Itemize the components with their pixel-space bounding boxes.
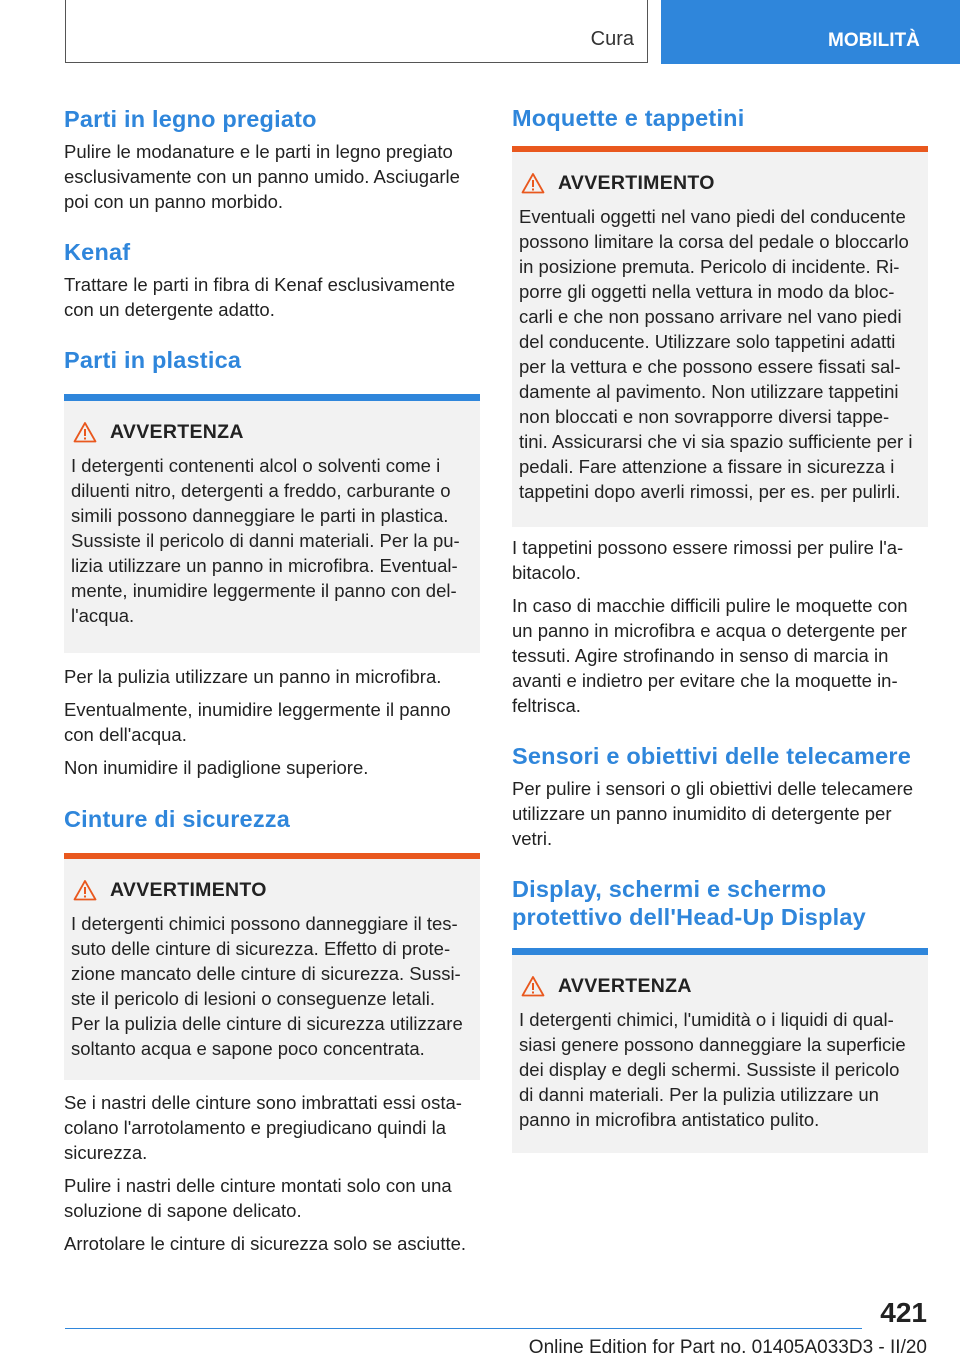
text-line: tessuti. Agire strofinando in senso di marcia in (512, 645, 889, 666)
heading-sensori: Sensori e obiettivi delle telecamere (512, 743, 912, 769)
paragraph-legno (64, 139, 480, 214)
text-line: mente, inumidire leggermente il panno con del- (71, 580, 457, 601)
text-line: tappetini dopo averli rimossi, per es. per pulirli. (519, 481, 901, 502)
text-line: suto delle cinture di sicurezza. Effetto di prote- (71, 938, 451, 959)
text-line: lizia utilizzare un panno in microfibra. Eventual- (71, 555, 458, 576)
text-line: I detergenti chimici possono danneggiare il tes- (71, 913, 458, 934)
text-line: un panno in microfibra e acqua o detergente per (512, 620, 907, 641)
edition-text: Online Edition for Part no. 01405A033D3 - II/20 (528, 1337, 927, 1358)
text-line: Pulire le modanature e le parti in legno pregiato (64, 141, 453, 162)
text-line: non bloccati e non sovrapporre diversi tappe- (519, 406, 890, 427)
text-line: siasi genere possono danneggiare la superficie (519, 1034, 906, 1055)
text-line: diluenti nitro, detergenti a freddo, carburante o (71, 480, 451, 501)
text-line: Display, schermi e schermo (512, 876, 827, 902)
text-line: Per la pulizia delle cinture di sicurezza utilizzare (71, 1013, 463, 1034)
section-rule (64, 394, 480, 401)
text-line: carli e che non possano arrivare nel vano piedi (519, 306, 902, 327)
warning-triangle-icon (521, 975, 545, 997)
warning-text (519, 1007, 924, 1132)
text-line: con dell'acqua. (64, 724, 187, 745)
heading-kenaf: Kenaf (64, 239, 131, 265)
paragraph-cinture-1 (64, 1090, 480, 1165)
text-line: per la vettura e che possono essere fissati sal- (519, 356, 901, 377)
text-line: bitacolo. (512, 562, 581, 583)
text-line: dei display e degli schermi. Sussiste il pericolo (519, 1059, 900, 1080)
paragraph-plastica-2 (64, 697, 480, 747)
left-column (64, 100, 480, 1256)
text-line: I tappetini possono essere rimossi per pulire l'a- (512, 537, 904, 558)
footer-rule (65, 1328, 862, 1329)
warning-text (71, 453, 476, 628)
header-section-tab (661, 0, 960, 64)
heading-cinture: Cinture di sicurezza (64, 806, 290, 832)
warning-box-display (512, 955, 928, 1153)
text-line: Eventualmente, inumidire leggermente il panno (64, 699, 451, 720)
text-line: Pulire i nastri delle cinture montati solo con una (64, 1175, 452, 1196)
text-line: protettivo dell'Head-Up Display (512, 904, 866, 930)
paragraph-cinture-2 (64, 1173, 480, 1223)
warning-box-plastica (64, 401, 480, 653)
text-line: I detergenti chimici, l'umidità o i liquidi di qual- (519, 1009, 894, 1030)
heading-parti-legno: Parti in legno pregiato (64, 106, 317, 132)
text-line: tini. Assicurarsi che vi sia spazio sufficiente per i (519, 431, 913, 452)
header-section: MOBILITÀ (828, 30, 920, 51)
paragraph-kenaf (64, 272, 480, 322)
text-line: colano l'arrotolamento e pregiudicano quindi la (64, 1117, 447, 1138)
text-line: Per pulire i sensori o gli obiettivi delle telecamere (512, 778, 914, 799)
text-line: utilizzare un panno inumidito di detergente per (512, 803, 892, 824)
warning-triangle-icon (73, 879, 97, 901)
text-line: soluzione di sapone delicato. (64, 1200, 302, 1221)
heading-moquette: Moquette e tappetini (512, 105, 745, 131)
warning-title: AVVERTIMENTO (558, 172, 715, 194)
heading-parti-plastica: Parti in plastica (64, 347, 242, 373)
text-line: vetri. (512, 828, 553, 849)
warning-triangle-icon (521, 172, 545, 194)
text-line: ste il pericolo di lesioni o conseguenze letali. (71, 988, 436, 1009)
text-line: Se i nastri delle cinture sono imbrattati essi osta- (64, 1092, 462, 1113)
paragraph-sensori (512, 776, 928, 851)
paragraph-plastica-1: Per la pulizia utilizzare un panno in microfibra. (64, 666, 442, 687)
text-line: simili possono danneggiare le parti in plastica. (71, 505, 449, 526)
text-line: feltrisca. (512, 695, 581, 716)
warning-text (519, 204, 924, 504)
paragraph-moquette-2 (512, 593, 928, 718)
text-line: soltanto acqua e sapone poco concentrata. (71, 1038, 425, 1059)
paragraph-cinture-3: Arrotolare le cinture di sicurezza solo se asciutte. (64, 1233, 467, 1254)
text-line: I detergenti contenenti alcol o solventi come i (71, 455, 441, 476)
text-line: con un detergente adatto. (64, 299, 275, 320)
text-line: avanti e indietro per evitare che la moquette in- (512, 670, 898, 691)
text-line: Eventuali oggetti nel vano piedi del conducente (519, 206, 906, 227)
text-line: sicurezza. (64, 1142, 148, 1163)
text-line: poi con un panno morbido. (64, 191, 284, 212)
warning-text (71, 911, 476, 1061)
text-line: zione mancato delle cinture di sicurezza. Sussi- (71, 963, 461, 984)
paragraph-plastica-3: Non inumidire il padiglione superiore. (64, 757, 369, 778)
text-line: del conducente. Utilizzare solo tappetini adatti (519, 331, 896, 352)
text-line: Trattare le parti in fibra di Kenaf esclusivamente (64, 274, 456, 295)
section-rule (512, 948, 928, 955)
warning-title: AVVERTIMENTO (110, 879, 267, 901)
text-line: damente al pavimento. Non utilizzare tappetini (519, 381, 899, 402)
text-line: possono limitare la corsa del pedale o bloccarlo (519, 231, 909, 252)
header-chapter: Cura (590, 28, 634, 50)
warning-title: AVVERTENZA (558, 975, 692, 997)
text-line: In caso di macchie difficili pulire le moquette con (512, 595, 908, 616)
text-line: Sussiste il pericolo di danni materiali. Per la pu- (71, 530, 460, 551)
text-line: l'acqua. (71, 605, 135, 626)
text-line: esclusivamente con un panno umido. Asciugarle (64, 166, 460, 187)
heading-display (512, 875, 928, 931)
warning-triangle-icon (73, 421, 97, 443)
text-line: in posizione premuta. Pericolo di incidente. Ri- (519, 256, 900, 277)
text-line: panno in microfibra antistatico pulito. (519, 1109, 820, 1130)
text-line: porre gli oggetti nella vettura in modo da bloc- (519, 281, 895, 302)
text-line: di danni materiali. Per la pulizia utilizzare un (519, 1084, 879, 1105)
warning-box-moquette (512, 146, 928, 527)
right-column (512, 100, 928, 1153)
text-line: pedali. Fare attenzione a fissare in sicurezza i (519, 456, 895, 477)
paragraph-moquette-1 (512, 535, 928, 585)
warning-title: AVVERTENZA (110, 421, 244, 443)
header-chapter-box (65, 0, 648, 63)
page-number: 421 (880, 1297, 927, 1328)
warning-box-cinture (64, 853, 480, 1080)
